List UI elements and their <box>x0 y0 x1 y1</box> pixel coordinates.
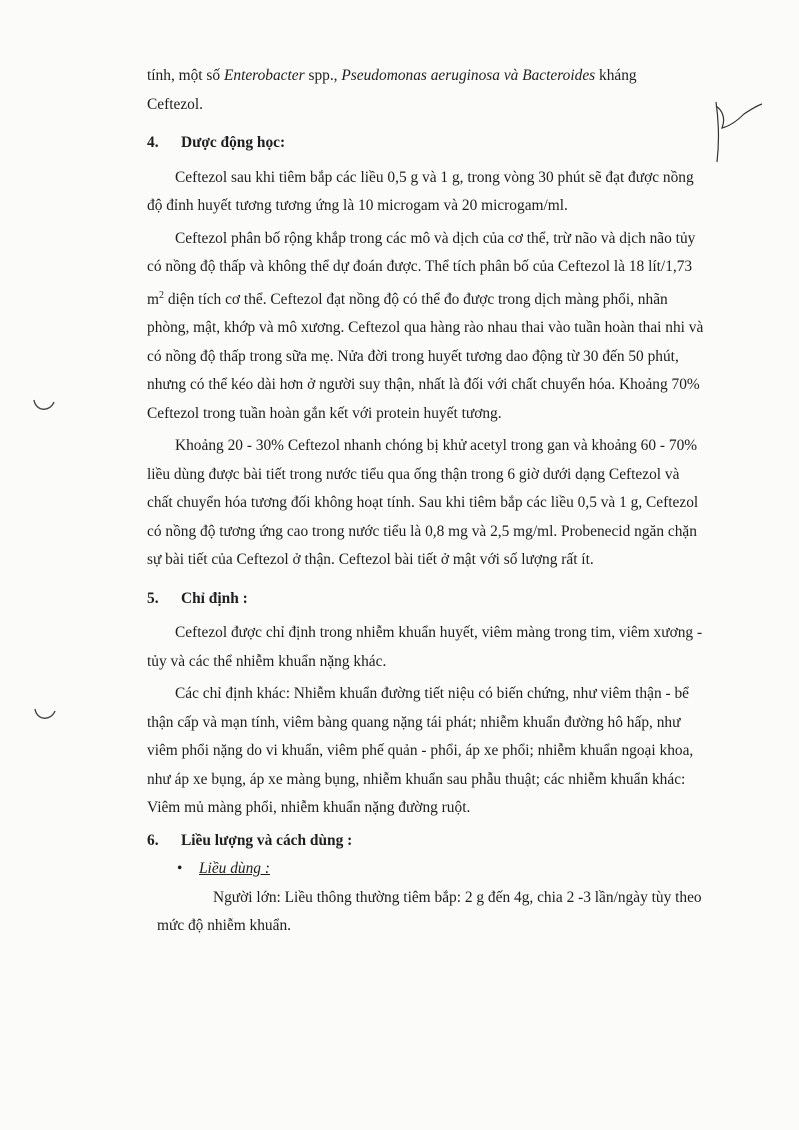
handwritten-initials-mark <box>700 96 770 168</box>
continued-paragraph <box>147 62 707 119</box>
paragraph: Ceftezol sau khi tiêm bắp các liều 0,5 g và 1 g, trong vòng 30 phút sẽ đạt được nồng độ đỉnh huyết tương tương ứng là 10 microgam và 20 microgam/ml. <box>147 168 694 214</box>
paragraph: Các chỉ định khác: Nhiễm khuẩn đường tiết niệu có biến chứng, như viêm thận - bể thận cấp và mạn tính, viêm bàng quang nặng tái phát; nhiễm khuẩn đường hô hấp, như viêm phổi nặng do vi khuẩn, viêm phế quản - phổi, áp xe phổi; nhiễm khuẩn ngoại khoa, như áp xe bụng, áp xe màng bụng, nhiễm khuẩn sau phẫu thuật; các nhiễm khuẩn khác: Viêm mủ màng phổi, nhiễm khuẩn nặng đường ruột. <box>147 685 694 816</box>
section-heading-pharmacokinetics <box>147 129 707 158</box>
superscript: 2 <box>158 289 164 301</box>
section-title: Dược động học: <box>181 134 286 151</box>
italic-organism-name: Pseudomonas aeruginosa và Bacteroides <box>341 67 596 84</box>
section-heading-dosage <box>147 827 707 856</box>
section-number: 4. <box>147 134 159 151</box>
subheading-dosage: Liều dùng : <box>199 860 270 877</box>
paragraph: Khoảng 20 - 30% Ceftezol nhanh chóng bị khử acetyl trong gan và khoảng 60 - 70% liều dùng được bài tiết trong nước tiểu qua ống thận trong 6 giờ dưới dạng Ceftezol và chất chuyển hóa tương đối không hoạt tính. Sau khi tiêm bắp các liều 0,5 và 1 g, Ceftezol có nồng độ tương ứng cao trong nước tiểu là 0,8 mg và 2,5 mg/ml. Probenecid ngăn chặn sự bài tiết của Ceftezol ở thận. Ceftezol bài tiết ở mật với số lượng rất ít. <box>147 437 699 568</box>
paragraph <box>147 225 707 429</box>
text-run: spp., <box>304 67 342 84</box>
binder-hole-mark-upper <box>32 398 56 414</box>
text-run: Ceftezol phân bố rộng khắp trong các mô và dịch của cơ thể, trừ não và dịch não tủy có nồng độ thấp và không thể dự đoán được. Thể tích phân bố của Ceftezol là 18 lít/1,73 m <box>147 229 696 308</box>
text-run: Ceftezol. <box>147 95 203 113</box>
bullet-item-dosage <box>147 855 707 884</box>
binder-hole-mark-lower <box>33 707 57 723</box>
text-run: kháng <box>595 67 637 84</box>
section-number: 6. <box>147 831 159 849</box>
paragraph: Người lớn: Liều thông thường tiêm bắp: 2 g đến 4g, chia 2 -3 lần/ngày tùy theo mức độ nhiễm khuẩn. <box>157 888 702 934</box>
italic-organism-name: Enterobacter <box>223 67 305 84</box>
section-title: Chỉ định : <box>181 589 248 607</box>
section-title: Liều lượng và cách dùng : <box>181 831 353 849</box>
document-body <box>147 62 707 941</box>
section-number: 5. <box>147 589 159 607</box>
paragraph: Ceftezol được chỉ định trong nhiễm khuẩn huyết, viêm màng trong tim, viêm xương - tủy và các thể nhiễm khuẩn nặng khác. <box>147 624 703 670</box>
text-run: diện tích cơ thể. Ceftezol đạt nồng độ có thể đo được trong dịch màng phổi, nhãn phòng, mật, khớp và mô xương. Ceftezol qua hàng rào nhau thai vào tuần hoàn thai nhi và có nồng độ thấp trong sữa mẹ. Nửa đời trong huyết tương dao động từ 30 đến 50 phút, nhưng có thể kéo dài hơn ở người suy thận, nhất là đối với chất chuyển hóa. Khoảng 70% Ceftezol trong tuần hoàn gắn kết với protein huyết tương. <box>147 290 704 422</box>
bullet-icon: • <box>177 860 183 877</box>
text-run: tính, một số <box>147 67 224 84</box>
section-heading-indications <box>147 585 707 614</box>
